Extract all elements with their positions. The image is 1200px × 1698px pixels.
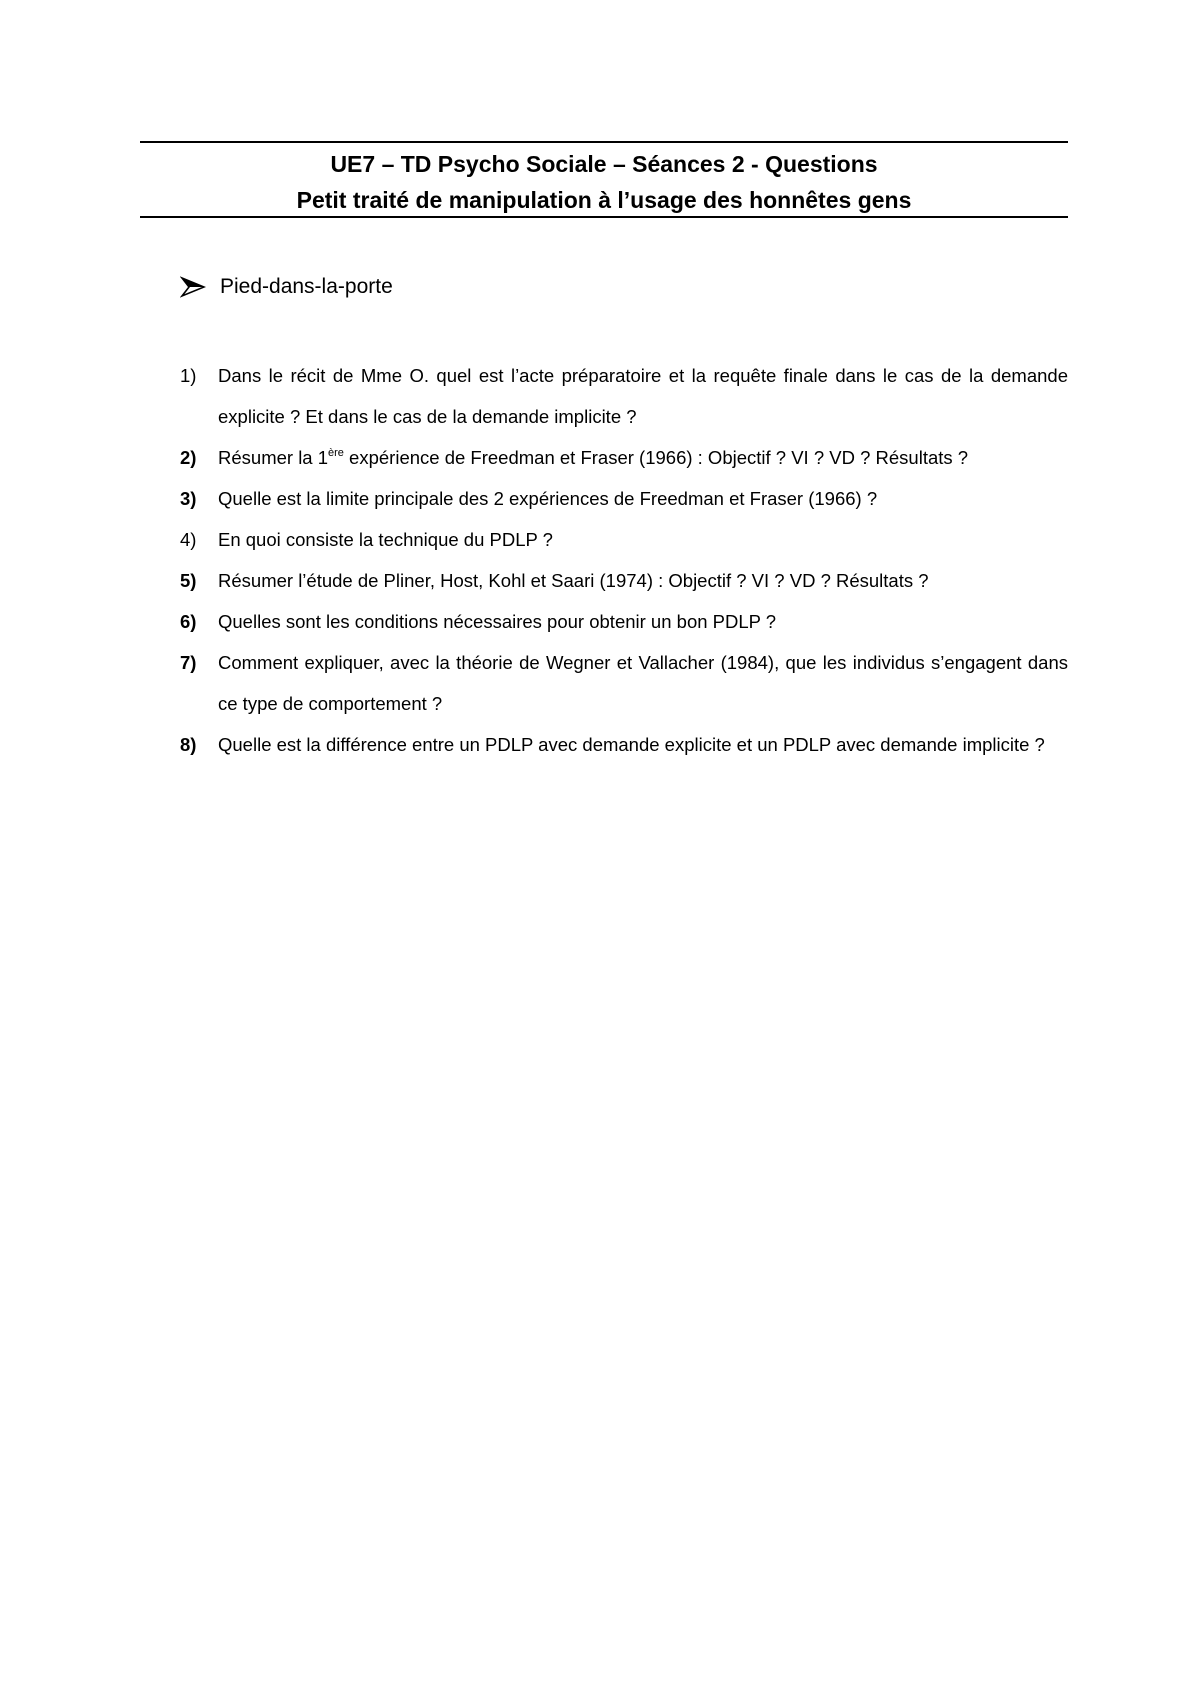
question-number: 7) [180,652,197,673]
question-text: Comment expliquer, avec la théorie de Wegner et Vallacher (1984), que les individus s’engagent dans ce type de comportement ? [218,652,1068,714]
question-list [180,355,1068,765]
question-text: Quelle est la différence entre un PDLP avec demande explicite et un PDLP avec demande implicite ? [218,734,1045,755]
document-subtitle: Petit traité de manipulation à l’usage des honnêtes gens [296,187,912,213]
question-text: Quelles sont les conditions nécessaires pour obtenir un bon PDLP ? [218,611,777,632]
question-text: Résumer l’étude de Pliner, Host, Kohl et Saari (1974) : Objectif ? VI ? VD ? Résultats ? [218,570,929,591]
question-text: Dans le récit de Mme O. quel est l’acte préparatoire et la requête finale dans le cas de la demande explicite ? Et dans le cas de la demande implicite ? [218,365,1068,427]
question-number: 5) [180,570,197,591]
section-heading [180,272,393,302]
question-item [180,519,1068,560]
ordinal-superscript: ère [328,447,344,459]
question-item [180,724,1068,765]
question-number: 4) [180,529,197,550]
question-item [180,642,1068,724]
question-item [180,560,1068,601]
question-item [180,478,1068,519]
document-title: UE7 – TD Psycho Sociale – Séances 2 - Questions [330,151,878,177]
header-bottom-rule [140,216,1068,218]
question-text: Quelle est la limite principale des 2 expériences de Freedman et Fraser (1966) ? [218,488,878,509]
question-item [180,601,1068,642]
question-number: 1) [180,365,197,386]
header-top-rule [140,141,1068,143]
question-number: 3) [180,488,197,509]
section-heading-label: Pied-dans-la-porte [220,275,393,298]
question-number: 6) [180,611,197,632]
question-text: En quoi consiste la technique du PDLP ? [218,529,553,550]
arrow-bullet-icon [180,276,206,298]
question-item [180,437,1068,478]
question-number: 8) [180,734,197,755]
question-text-start: Résumer la 1 [218,447,329,468]
question-text-end: expérience de Freedman et Fraser (1966) : Objectif ? VI ? VD ? Résultats ? [343,447,969,468]
question-item [180,355,1068,437]
question-number: 2) [180,447,197,468]
